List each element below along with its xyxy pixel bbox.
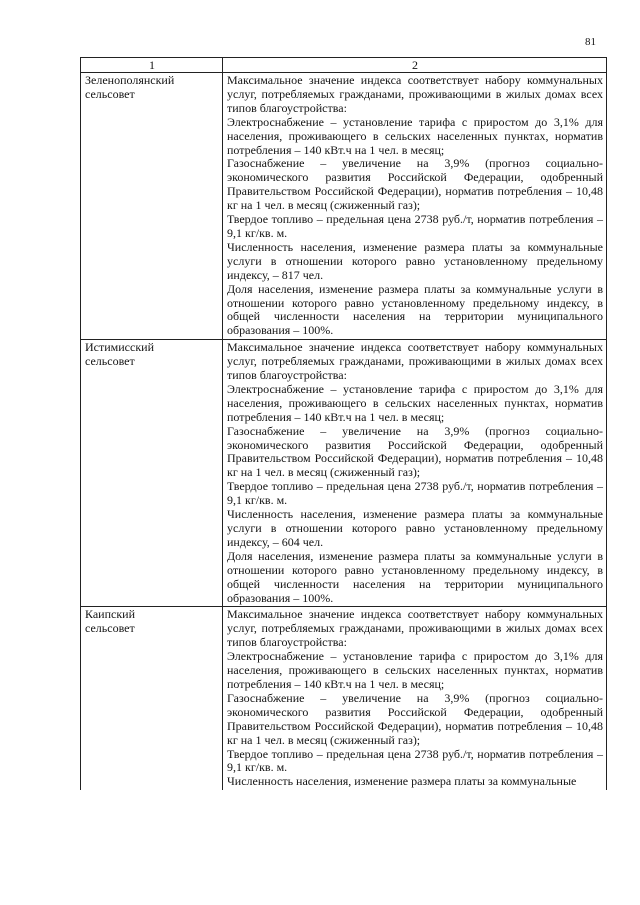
table-row: [81, 607, 607, 790]
header-col-2: 2: [223, 58, 607, 73]
paragraph: Твердое топливо – предельная цена 2738 руб./т, норматив потребления – 9,1 кг/кв. м.: [227, 746, 603, 775]
paragraph: Численность населения, изменение размера платы за коммунальные услуги в отношении которого равно установленному предельному индексу, – 817 чел.: [227, 239, 603, 282]
municipality-name: [81, 340, 223, 607]
header-col-1: 1: [81, 58, 223, 73]
index-table: [80, 57, 607, 790]
paragraph: Доля населения, изменение размера платы за коммунальные услуги в отношении которого равно установленному предельному индексу, в общей численности населения на территории муниципального образования – 100%.: [227, 548, 603, 605]
municipality-name-line: Каипский: [85, 607, 136, 622]
municipality-name-line: сельсовет: [85, 621, 135, 636]
index-description: [223, 607, 607, 790]
paragraph: Твердое топливо – предельная цена 2738 руб./т, норматив потребления – 9,1 кг/кв. м.: [227, 212, 603, 240]
municipality-name-line: Зеленополянский: [85, 73, 175, 87]
paragraph: Численность населения, изменение размера платы за коммунальные услуги в отношении которого равно установленному предельному индексу, – 604 чел.: [227, 507, 603, 549]
paragraph: Газоснабжение – увеличение на 3,9% (прогноз социально-экономического развития Российской Федерации, одобренный Правительством Российской Федерации), норматив потребления – 10,48 кг на 1 чел. в месяц (сжиженный газ);: [227, 690, 603, 747]
table-row: [81, 73, 607, 340]
municipality-name-line: сельсовет: [85, 86, 135, 101]
municipality-name-line: сельсовет: [85, 354, 135, 369]
page-number: 81: [585, 36, 596, 48]
municipality-name: [81, 73, 223, 340]
paragraph: Электроснабжение – установление тарифа с приростом до 3,1% для населения, проживающего в сельских населенных пунктах, норматив потребления – 140 кВт.ч на 1 чел. в месяц;: [227, 649, 603, 691]
index-description: [223, 73, 607, 340]
header-row: [81, 58, 607, 73]
paragraph: Максимальное значение индекса соответствует набору коммунальных услуг, потребляемых гражданами, проживающими в жилых домах всех типов благоустройства:: [227, 73, 603, 115]
table-row: [81, 340, 607, 607]
paragraph: Максимальное значение индекса соответствует набору коммунальных услуг, потребляемых гражданами, проживающими в жилых домах всех типов благоустройства:: [227, 340, 603, 383]
paragraph: Максимальное значение индекса соответствует набору коммунальных услуг, потребляемых гражданами, проживающими в жилых домах всех типов благоустройства:: [227, 607, 603, 650]
paragraph: Газоснабжение – увеличение на 3,9% (прогноз социально-экономического развития Российской Федерации, одобренный Правительством Российской Федерации), норматив потребления – 10,48 кг на 1 чел. в месяц (сжиженный газ);: [227, 423, 603, 480]
paragraph: Электроснабжение – установление тарифа с приростом до 3,1% для населения, проживающего в сельских населенных пунктах, норматив потребления – 140 кВт.ч на 1 чел. в месяц;: [227, 381, 603, 424]
paragraph: Электроснабжение – установление тарифа с приростом до 3,1% для населения, проживающего в сельских населенных пунктах, норматив потребления – 140 кВт.ч на 1 чел. в месяц;: [227, 114, 603, 157]
paragraph: Доля населения, изменение размера платы за коммунальные услуги в отношении которого равно установленному предельному индексу, в общей численности населения на территории муниципального образования – 100%.: [227, 281, 603, 338]
municipality-name-line: Истимисский: [85, 340, 154, 355]
municipality-name: [81, 607, 223, 790]
index-description: [223, 340, 607, 607]
paragraph: Газоснабжение – увеличение на 3,9% (прогноз социально-экономического развития Российской Федерации, одобренный Правительством Российской Федерации), норматив потребления – 10,48 кг на 1 чел. в месяц (сжиженный газ);: [227, 156, 603, 213]
paragraph: Численность населения, изменение размера платы за коммунальные: [227, 774, 577, 789]
paragraph: Твердое топливо – предельная цена 2738 руб./т, норматив потребления – 9,1 кг/кв. м.: [227, 479, 603, 508]
